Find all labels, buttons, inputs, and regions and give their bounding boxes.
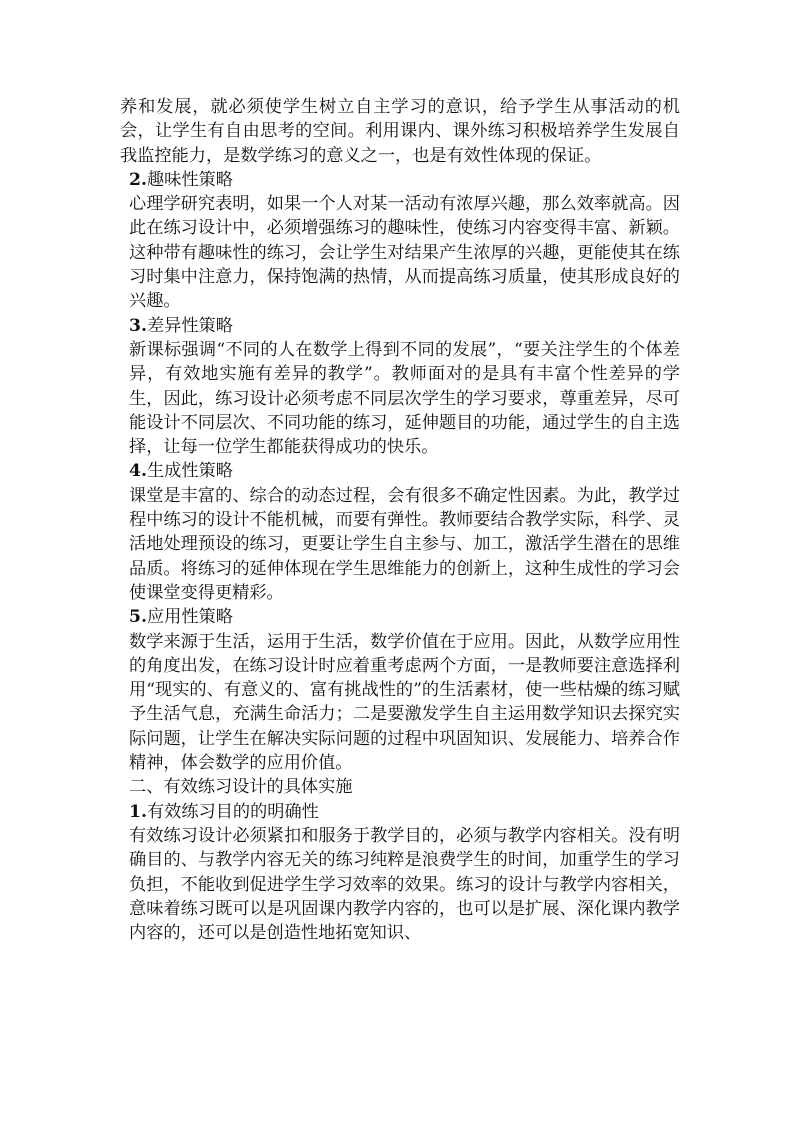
section-heading-difference-strategy (120, 314, 680, 338)
heading-number: 3. (129, 315, 147, 336)
section-heading-application-strategy (120, 605, 680, 629)
section-heading-generative-strategy (120, 459, 680, 483)
heading-title: 有效练习目的的明确性 (146, 801, 319, 822)
section-heading-implementation (120, 775, 680, 799)
document-body (120, 95, 680, 945)
paragraph-application-strategy: 数学来源于生活，运用于生活，数学价值在于应用。因此，从数学应用性的角度出发，在练习设计时应着重考虑两个方面，一是教师要注意选择利用“现实的、有意义的、富有挑战性的”的生活素材，使一些枯燥的练习赋予生活气息，充满生命活力；二是要激发学生自主运用数学知识去探究实际问题，让学生在解决实际问题的过程中巩固知识、发展能力、培养合作精神，体会数学的应用价值。 (129, 631, 680, 774)
section-heading-clear-purpose (120, 800, 680, 824)
heading-title: 应用性策略 (146, 607, 233, 628)
heading-title: 趣味性策略 (146, 169, 233, 190)
paragraph-difference-strategy: 新课标强调“不同的人在数学上得到不同的发展”，“要关注学生的个体差异，有效地实施有差异的教学”。教师面对的是具有丰富个性差异的学生，因此，练习设计必须考虑不同层次学生的学习要求，尊重差异，尽可能设计不同层次、不同功能的练习，延伸题目的功能，通过学生的自主选择，让每一位学生都能获得成功的快乐。 (129, 339, 680, 458)
heading-number: 2. (129, 169, 147, 190)
heading-number: 4. (129, 461, 147, 482)
paragraph-generative-strategy: 课堂是丰富的、综合的动态过程，会有很多不确定性因素。为此，教学过程中练习的设计不能机械，而要有弹性。教师要结合教学实际，科学、灵活地处理预设的练习，更要让学生自主参与、加工，激活学生潜在的思维品质。将练习的延伸体现在学生思维能力的创新上，这种生成性的学习会使课堂变得更精彩。 (129, 485, 680, 603)
section-heading-interest-strategy (120, 168, 680, 192)
heading-title: 差异性策略 (146, 315, 233, 336)
paragraph-interest-strategy: 心理学研究表明，如果一个人对某一活动有浓厚兴趣，那么效率就高。因此在练习设计中，必须增强练习的趣味性，使练习内容变得丰富、新颖。这种带有趣味性的练习，会让学生对结果产生浓厚的兴趣，更能使其在练习时集中注意力，保持饱满的热情，从而提高练习质量，使其形成良好的兴趣。 (129, 194, 680, 312)
heading-number: 5. (129, 607, 147, 628)
paragraph-clear-purpose: 有效练习设计必须紧扣和服务于教学目的，必须与教学内容相关。没有明确目的、与教学内容无关的练习纯粹是浪费学生的时间，加重学生的学习负担，不能收到促进学生学习效率的效果。练习的设计与教学内容相关，意味着练习既可以是巩固课内教学内容的，也可以是扩展、深化课内教学内容的，还可以是创造性地拓宽知识、 (129, 825, 680, 944)
heading-title: 二、有效练习设计的具体实施 (129, 777, 353, 798)
paragraph-intro-continuation: 养和发展，就必须使学生树立自主学习的意识，给予学生从事活动的机会，让学生有自由思考的空间。利用课内、课外练习积极培养学生发展自我监控能力，是数学练习的意义之一，也是有效性体现的保证。 (120, 97, 680, 166)
heading-number: 1. (129, 801, 147, 822)
heading-title: 生成性策略 (146, 461, 233, 482)
